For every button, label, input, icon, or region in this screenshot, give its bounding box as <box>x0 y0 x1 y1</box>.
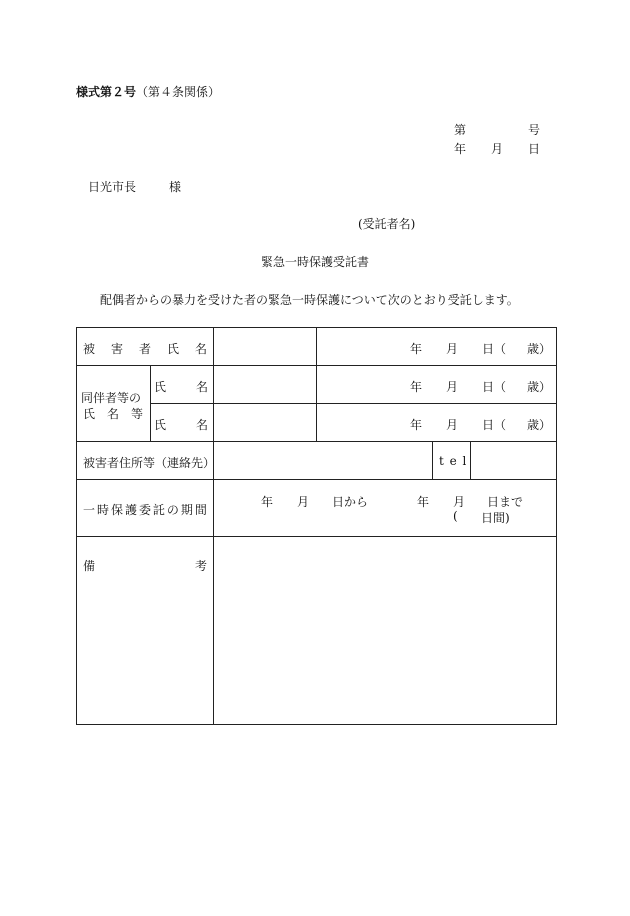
label-char: 間 <box>194 503 207 517</box>
label-char: 時 <box>96 503 109 517</box>
companion-2-birth-day: 日（ <box>482 418 507 432</box>
period-start-month: 月 <box>297 495 310 509</box>
companion-2-name-field[interactable] <box>214 404 316 441</box>
period-start-day: 日から <box>332 495 369 509</box>
doc-date-month: 月 <box>490 142 503 156</box>
label-char: 氏 <box>166 342 179 356</box>
victim-age: 歳） <box>527 342 552 356</box>
label-char: 氏 <box>154 418 167 432</box>
label-char: 一 <box>83 503 96 517</box>
column-divider <box>150 365 151 441</box>
period-duration-days: 日間) <box>481 511 510 525</box>
tel-label: t e l <box>439 454 468 468</box>
companion-1-birth-day: 日（ <box>482 380 507 394</box>
companion-1-birth-month: 月 <box>446 380 459 394</box>
label-char: 名 <box>195 418 208 432</box>
doc-number-prefix: 第 <box>454 123 467 137</box>
period-duration-open: ( <box>453 509 458 523</box>
companion-1-name-field[interactable] <box>214 366 316 403</box>
row-divider <box>77 479 556 480</box>
victim-birth-year: 年 <box>410 342 423 356</box>
label-char: 備 <box>83 559 96 573</box>
label-char: 氏 <box>83 407 96 421</box>
label-char: 保 <box>110 503 123 517</box>
label-char: 考 <box>194 559 207 573</box>
period-end-day: 日まで <box>487 495 524 509</box>
label-char: 名 <box>194 342 207 356</box>
companion-1-age: 歳） <box>527 380 552 394</box>
column-divider <box>316 328 317 441</box>
victim-address-label: 被害者住所等（連絡先） <box>83 456 216 470</box>
victim-name-label <box>83 340 207 357</box>
remarks-label <box>83 557 207 574</box>
label-char: 氏 <box>154 380 167 394</box>
label-char: の <box>166 503 179 517</box>
victim-name-field[interactable] <box>214 328 316 365</box>
doc-number-suffix: 号 <box>527 123 540 137</box>
tel-field[interactable] <box>471 442 556 479</box>
document-title: 緊急一時保護受託書 <box>260 255 369 269</box>
label-char: 託 <box>152 503 165 517</box>
companion-2-birth-year: 年 <box>410 418 423 432</box>
row-divider <box>150 403 556 404</box>
addressee-honorific: 様 <box>169 180 182 194</box>
entrustment-form-table <box>76 327 557 725</box>
intro-text: 配偶者からの暴力を受けた者の緊急一時保護について次のとおり受託します。 <box>100 293 519 307</box>
column-divider <box>432 441 433 479</box>
doc-date-year: 年 <box>454 142 467 156</box>
sender-name: (受託者名) <box>358 217 416 231</box>
label-char: 名 <box>106 407 119 421</box>
companion-label-line2 <box>83 405 143 422</box>
companion-2-name-label <box>154 416 208 433</box>
form-title <box>76 83 220 100</box>
label-char: 委 <box>138 503 151 517</box>
companion-1-birth-year: 年 <box>410 380 423 394</box>
companion-label-line1: 同伴者等の <box>81 391 142 405</box>
label-char: 名 <box>195 380 208 394</box>
period-end-month: 月 <box>453 495 466 509</box>
label-char: 護 <box>124 503 137 517</box>
period-start-year: 年 <box>261 495 274 509</box>
label-char: 被 <box>83 342 96 356</box>
label-char: 害 <box>110 342 123 356</box>
period-end-year: 年 <box>417 495 430 509</box>
victim-birth-month: 月 <box>446 342 459 356</box>
addressee <box>88 178 181 195</box>
remarks-field[interactable] <box>214 537 556 724</box>
label-char: 等 <box>130 407 143 421</box>
label-char: 者 <box>138 342 151 356</box>
companion-1-name-label <box>154 378 208 395</box>
form-label: 様式第２号 <box>76 85 137 99</box>
victim-address-field[interactable] <box>214 442 432 479</box>
companion-2-birth-month: 月 <box>446 418 459 432</box>
addressee-name: 日光市長 <box>88 180 137 194</box>
document-number <box>454 121 540 138</box>
doc-date-day: 日 <box>527 142 540 156</box>
form-relation: （第４条関係） <box>136 85 221 99</box>
document-date <box>454 140 540 157</box>
companion-2-age: 歳） <box>527 418 552 432</box>
period-label <box>83 501 207 518</box>
label-char: 期 <box>180 503 193 517</box>
victim-birth-day: 日（ <box>482 342 507 356</box>
